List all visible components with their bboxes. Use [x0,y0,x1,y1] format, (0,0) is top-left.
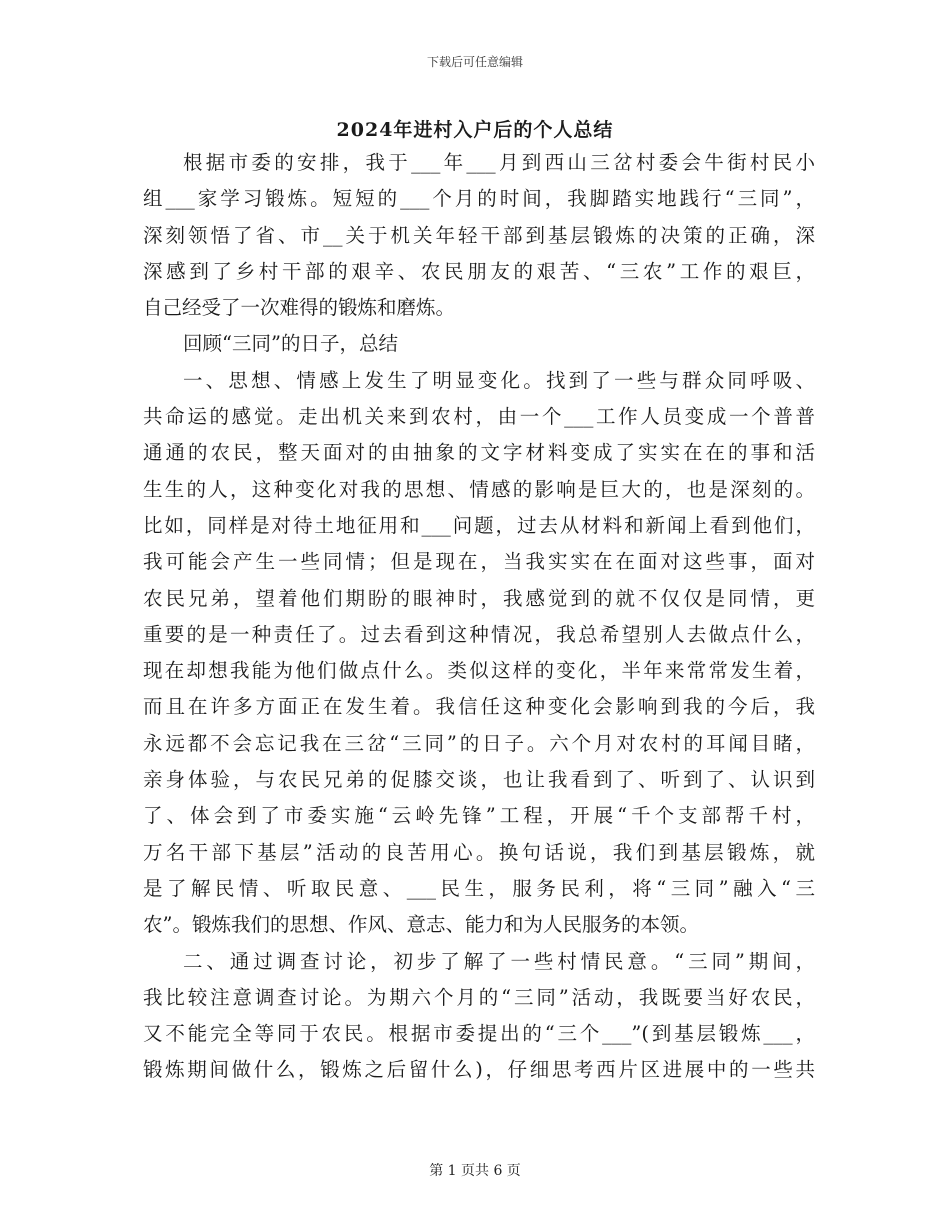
body-text-line: 二、通过调查讨论，初步了解了一些村情民意。“三同”期间， [183,949,815,973]
body-text-line: 深刻领悟了省、市__关于机关年轻干部到基层锻炼的决策的正确，深 [143,223,815,247]
body-text-line: 了、体会到了市委实施“云岭先锋”工程，开展“千个支部帮千村， [143,804,815,828]
document-title: 2024年进村入户后的个人总结 [336,119,614,141]
body-text-line: 自己经受了一次难得的锻炼和磨炼。 [143,296,456,320]
body-text-line: 又不能完全等同于农民。根据市委提出的“三个___”(到基层锻炼___， [143,1022,815,1046]
body-text-line: 根据市委的安排，我于___年___月到西山三岔村委会牛街村民小 [183,151,815,174]
body-text-line: 重要的是一种责任了。过去看到这种情况，我总希望别人去做点什么， [143,622,815,646]
body-text-line: 通通的农民，整天面对的由抽象的文字材料变成了实实在在的事和活 [143,441,815,465]
body-text-line: 而且在许多方面正在发生着。我信任这种变化会影响到我的今后，我 [143,695,815,719]
body-text-line: 是了解民情、听取民意、___民生，服务民利，将“三同”融入“三 [143,876,815,900]
body-text-line: 组___家学习锻炼。短短的___个月的时间，我脚踏实地践行“三同”， [143,187,815,211]
body-text-line: 亲身体验，与农民兄弟的促膝交谈，也让我看到了、听到了、认识到 [143,768,815,792]
body-text-line: 回顾“三同”的日子，总结 [183,332,398,356]
page-header-note: 下载后可任意编辑 [426,55,523,69]
body-text-line: 一、思想、情感上发生了明显变化。找到了一些与群众同呼吸、 [183,368,815,392]
page-footer-page-number: 第 1 页共 6 页 [429,1163,521,1179]
body-text-line: 农民兄弟，望着他们期盼的眼神时，我感觉到的就不仅仅是同情，更 [143,586,815,610]
body-text-line: 锻炼期间做什么，锻炼之后留什么)，仔细思考西片区进展中的一些共 [143,1058,815,1082]
body-text-line: 万名干部下基层”活动的良苦用心。换句话说，我们到基层锻炼，就 [143,840,815,864]
body-text-line: 比如，同样是对待土地征用和___问题，过去从材料和新闻上看到他们， [143,513,815,537]
body-text-line: 农”。锻炼我们的思想、作风、意志、能力和为人民服务的本领。 [143,913,699,937]
body-text-line: 我比较注意调查讨论。为期六个月的“三同”活动，我既要当好农民， [143,985,815,1009]
body-text-line: 共命运的感觉。走出机关来到农村，由一个___工作人员变成一个普普 [143,405,815,429]
body-text-line: 现在却想我能为他们做点什么。类似这样的变化，半年来常常发生着， [143,659,815,683]
body-text-line: 我可能会产生一些同情；但是现在，当我实实在在面对这些事，面对 [143,550,815,574]
body-text-line: 深感到了乡村干部的艰辛、农民朋友的艰苦、“三农”工作的艰巨， [143,259,815,283]
body-text-line: 生生的人，这种变化对我的思想、情感的影响是巨大的，也是深刻的。 [143,477,815,501]
document-body [143,145,815,1089]
body-text-line: 永远都不会忘记我在三岔“三同”的日子。六个月对农村的耳闻目睹， [143,731,815,755]
